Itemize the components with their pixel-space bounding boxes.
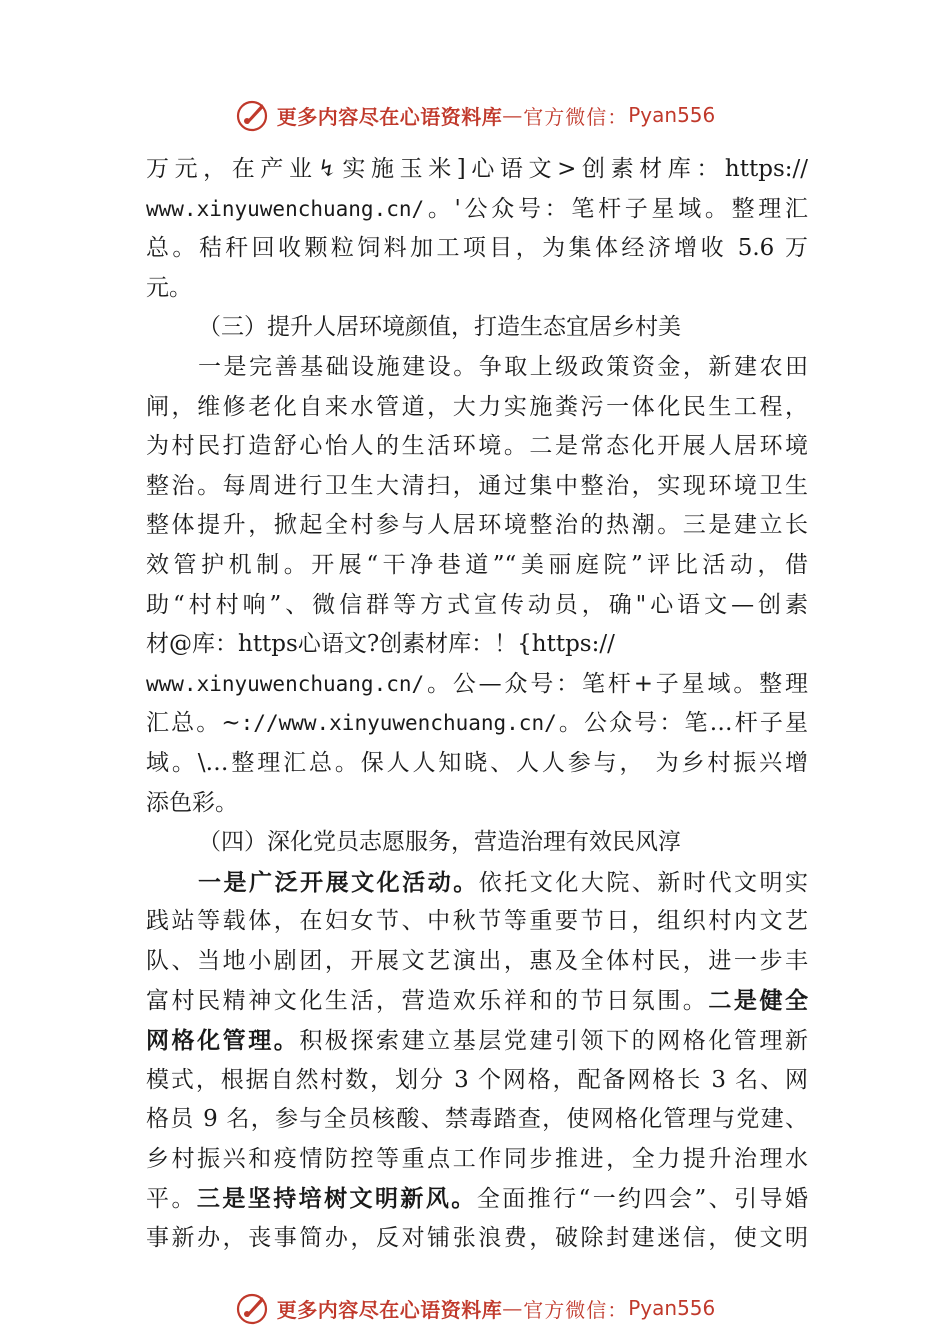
- text-line: 格员 9 名，参与全员核酸、禁毒踏查，使网格化管理与党建、: [146, 1106, 808, 1133]
- text-line: 为村民打造舒心怡人的生活环境。二是常态化开展人居环境: [146, 433, 808, 460]
- footer-banner: [0, 1288, 950, 1328]
- banner-side-text: 官方微信：: [523, 1297, 629, 1322]
- banner-main-text: 更多内容尽在心语资料库: [276, 1297, 503, 1322]
- text-line: 域。\…整理汇总。保人人知晓、人人参与， 为乡村振兴增: [146, 749, 808, 776]
- banner-main-text: 更多内容尽在心语资料库: [276, 104, 503, 129]
- banner-side-text: 官方微信：: [523, 104, 629, 129]
- text-line: 模式，根据自然村数，划分 3 个网格，配备网格长 3 名、网: [146, 1066, 808, 1093]
- text-line: 富村民精神文化生活，营造欢乐祥和的节日氛围。二是健全: [146, 987, 808, 1015]
- text-line: 材@库：https心语文?创素材库：！{https://: [146, 631, 615, 658]
- text-line: 队、当地小剧团，开展文艺演出，惠及全体村民，进一步丰: [146, 947, 808, 974]
- text-line: 元。: [146, 274, 192, 301]
- text-line: 一是完善基础设施建设。争取上级政策资金，新建农田: [198, 353, 808, 380]
- text-line: 平。三是坚持培树文明新风。全面推行“一约四会”、引导婚: [146, 1185, 808, 1213]
- text-line: 一是广泛开展文化活动。依托文化大院、新时代文明实: [198, 868, 808, 896]
- text-line: 效管护机制。开展“干净巷道”“美丽庭院”评比活动，借: [146, 551, 808, 578]
- banner-dash: —: [502, 103, 524, 127]
- text-line: 践站等载体，在妇女节、中秋节等重要节日，组织村内文艺: [146, 908, 808, 935]
- section-heading-4: （四）深化党员志愿服务，营造治理有效民风淳: [198, 829, 681, 856]
- text-line: www.xinyuwenchuang.cn/。'公众号：笔杆子星域。整理汇: [146, 195, 808, 222]
- banner-dash: —: [502, 1296, 524, 1320]
- text-line: 汇总。~://www.xinyuwenchuang.cn/。公众号：笔…杆子星: [146, 710, 808, 737]
- document-body: [146, 150, 808, 1259]
- text-line: 整治。每周进行卫生大清扫，通过集中整治，实现环境卫生: [146, 472, 808, 499]
- section-heading-3: （三）提升人居环境颜值，打造生态宜居乡村美: [198, 314, 681, 341]
- text-line: www.xinyuwenchuang.cn/。公—众号：笔杆+子星域。整理: [146, 670, 808, 697]
- text-line: 乡村振兴和疫情防控等重点工作同步推进，全力提升治理水: [146, 1145, 808, 1172]
- banner-wechat-id: Pyan556: [628, 1296, 716, 1320]
- header-banner: [0, 95, 950, 135]
- text-line: 万元，在产业↯实施玉米]心语文>创素材库：https://: [146, 156, 808, 182]
- swirl-glyph-icon: ↯: [317, 156, 337, 182]
- quill-seal-logo-icon: [235, 1290, 271, 1326]
- text-line: 闸，维修老化自来水管道，大力实施粪污一体化民生工程，: [146, 393, 808, 420]
- banner-wechat-id: Pyan556: [628, 103, 716, 127]
- text-line: 总。秸秆回收颗粒饲料加工项目，为集体经济增收 5.6 万: [146, 235, 808, 262]
- text-line: 网格化管理。积极探索建立基层党建引领下的网格化管理新: [146, 1027, 808, 1055]
- text-line: 事新办，丧事简办，反对铺张浪费，破除封建迷信，使文明: [146, 1225, 808, 1252]
- text-line: 整体提升，掀起全村参与人居环境整治的热潮。三是建立长: [146, 512, 808, 539]
- text-line: 添色彩。: [146, 789, 238, 816]
- text-line: 助“村村响”、微信群等方式宣传动员，确"心语文—创素: [146, 591, 808, 618]
- quill-seal-logo-icon: [235, 97, 271, 133]
